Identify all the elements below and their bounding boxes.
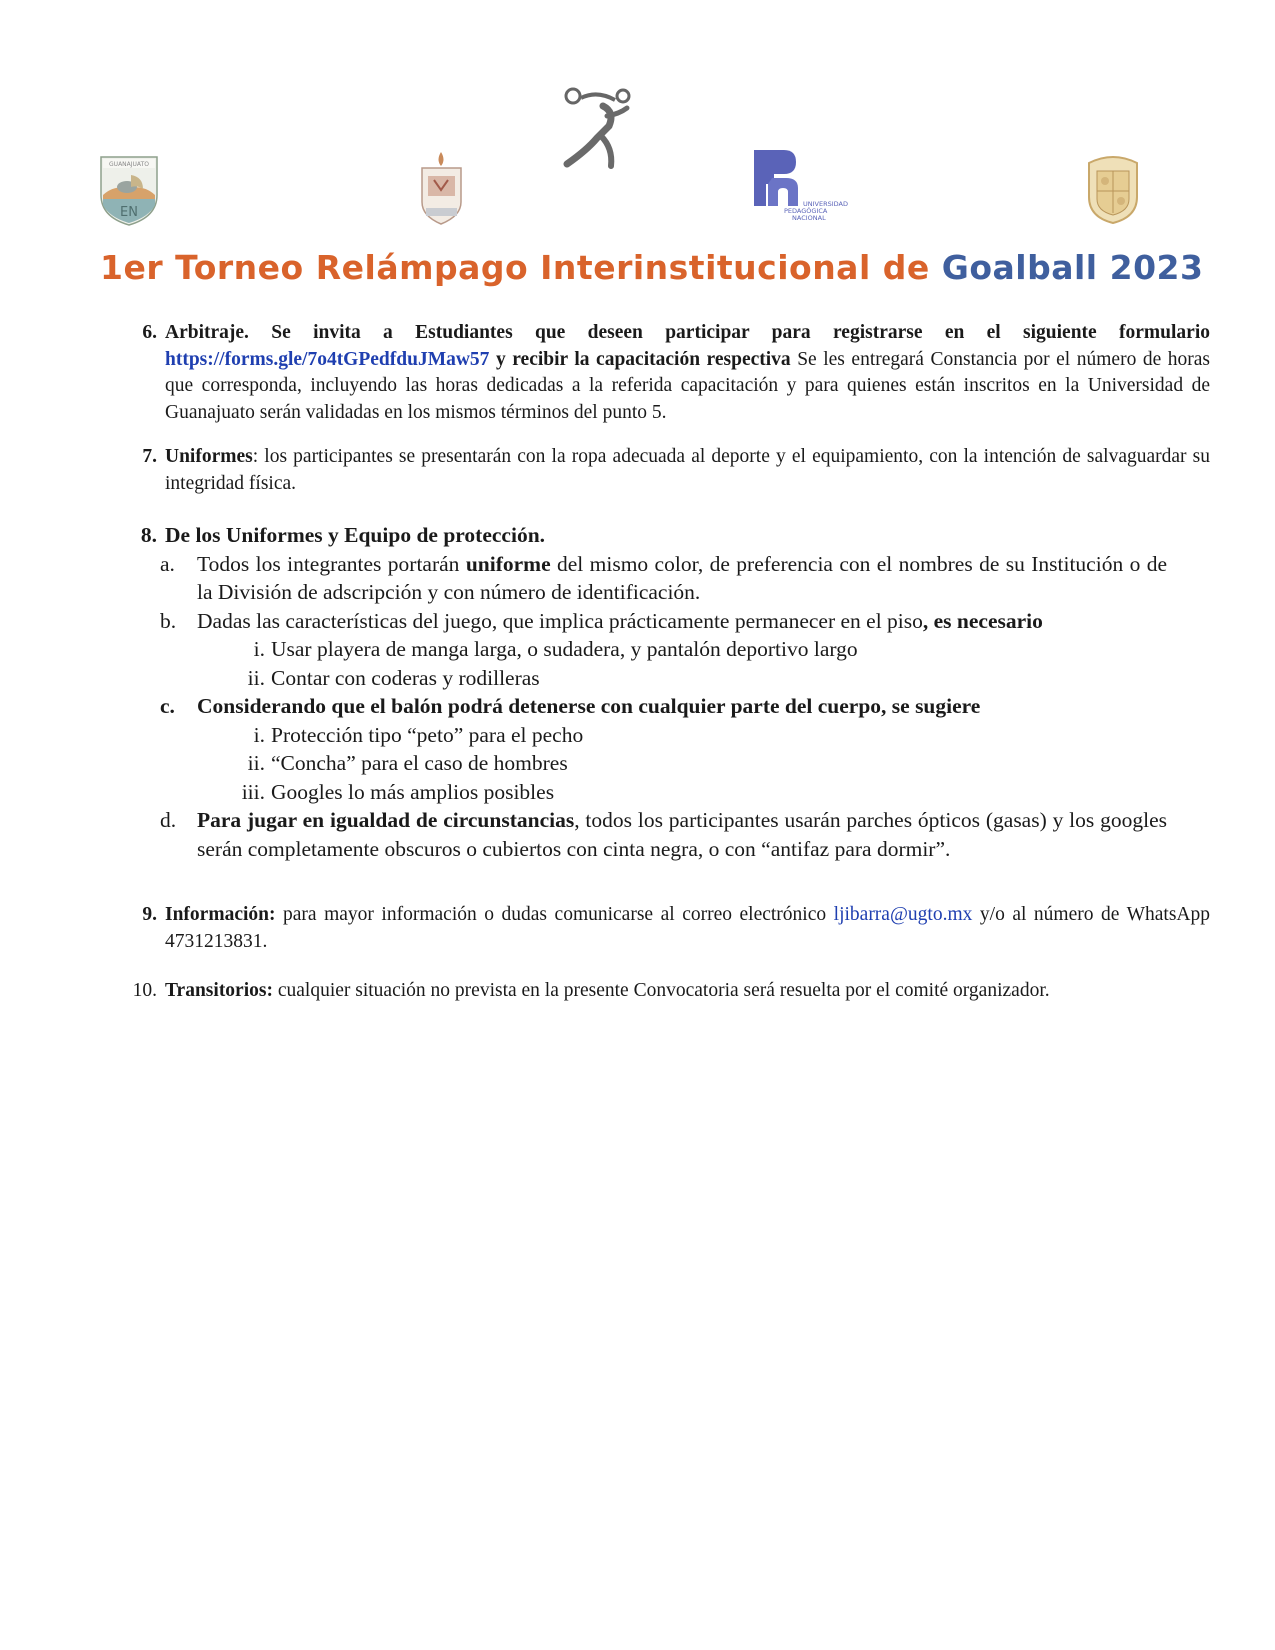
document-header [0,0,1275,320]
sub-item-label: c. [160,694,175,718]
sub-item-b [160,607,1167,636]
item-text-pre: para mayor información o dudas comunicarse al correo electrónico [275,904,834,925]
sub-item-text: , todos los participantes usarán parches ópticos (gasas) y los googles serán completamente obscuros o cubiertos con cinta negra, o con “antifaz para dormir”. [197,808,1167,861]
sub-item-label: d. [160,808,177,832]
sub-item-text-2: del mismo color, de preferencia con el nombres de su Institución o de la División de adscripción y con número de identificación. [197,551,1168,604]
roman-text: Usar playera de manga larga, o sudadera, y pantalón deportivo largo [271,637,858,661]
item-text-post: y/o al número de WhatsApp 4731213831. [165,904,1210,952]
contact-email-link[interactable]: ljibarra@ugto.mx [833,904,973,925]
roman-label: i. [253,637,265,661]
upn-text-line-3: NACIONAL [792,214,826,222]
item-number: 9. [142,904,157,925]
list-item-9 [123,902,1213,955]
title-part-1: 1er Torneo Relámpago Interinstitucional de [100,248,930,287]
list-item-7 [123,444,1213,497]
item-text [165,978,1210,1005]
sub-item-text: Todos los integrantes portarán [197,551,466,576]
upn-logo-icon [752,148,848,226]
item-number: 8. [140,523,157,547]
roman-item-c-i [253,721,1213,750]
sub-item-bold: , es necesario [922,608,1043,633]
sub-item-label: a. [160,551,175,576]
item-rest-text: cualquier situación no prevista en la presente Convocatoria será resuelta por el comité organizador. [272,980,1050,1001]
item-heading: De los Uniformes y Equipo de protección. [165,523,546,547]
escuela-normal-guanajuato-shield-icon [99,155,159,227]
item-bold-text: Arbitraje. Se invita a Estudiantes que deseen participar para registrarse en el siguiente formulario [165,322,1210,343]
shield-top-text: GUANAJUATO [109,161,149,168]
item-bold-text: Transitorios: [165,980,273,1001]
goalball-player-icon [557,86,632,171]
item-bold-text: Información: [165,904,276,925]
sub-item-a [160,550,1168,607]
item-text [165,444,1210,497]
upn-text-line-1: UNIVERSIDAD [803,200,848,208]
roman-text: “Concha” para el caso de hombres [271,751,568,775]
roman-text: Contar con coderas y rodilleras [271,665,540,690]
roman-label: iii. [241,779,265,804]
roman-item-c-iii [241,778,1213,807]
item-number: 7. [142,446,157,467]
roman-label: ii. [247,665,265,690]
roman-label: i. [253,722,265,747]
item-text [165,320,1210,426]
item-rest-text: Se les entregará Constancia por el número de horas que corresponda, incluyendo las horas dedicadas a la referida capacitación y para quienes están inscritos en la Universidad de Guanajuato serán validadas en los mismos términos del punto 5. [165,348,1211,423]
roman-item-b-ii [247,664,1213,693]
registration-form-link[interactable]: https://forms.gle/7o4tGPedfduJMaw57 [165,348,490,370]
item-rest-text: : los participantes se presentarán con la ropa adecuada al deporte y el equipamiento, con la intención de salvaguardar su integridad física. [165,446,1210,494]
sub-item-bold: uniforme [465,551,551,576]
item-number: 6. [142,322,157,343]
item-number: 10. [132,980,157,1001]
item-bold-text: Uniformes [165,446,253,467]
roman-item-c-ii [247,749,1213,778]
university-guanajuato-seal-icon [1083,153,1143,225]
tournament-title [100,248,1204,287]
title-part-2: Goalball 2023 [941,248,1204,287]
shield-bottom-text: EN [120,205,138,220]
upn-text-line-2: PEDAGÓGICA [784,207,828,215]
item-text [165,902,1210,955]
sub-item-bold: Considerando que el balón podrá detenerse con cualquier parte del cuerpo, se sugiere [197,694,981,718]
list-item-10 [123,978,1213,1005]
list-item-6 [123,320,1213,426]
roman-text: Googles lo más amplios posibles [271,779,555,804]
normal-school-crest-icon [414,150,469,228]
sub-item-d [160,806,1167,863]
sub-item-bold: Para jugar en igualdad de circunstancias [197,808,575,832]
item-bold-text-2: y recibir la capacitación respectiva [495,348,791,370]
roman-text: Protección tipo “peto” para el pecho [271,722,584,747]
sub-item-text: Dadas las características del juego, que implica prácticamente permanecer en el piso [197,608,923,633]
roman-label: ii. [247,751,265,775]
roman-item-b-i [253,635,1213,664]
list-item-8 [123,521,1213,863]
sub-item-c [160,692,1167,721]
sub-item-label: b. [160,608,177,633]
